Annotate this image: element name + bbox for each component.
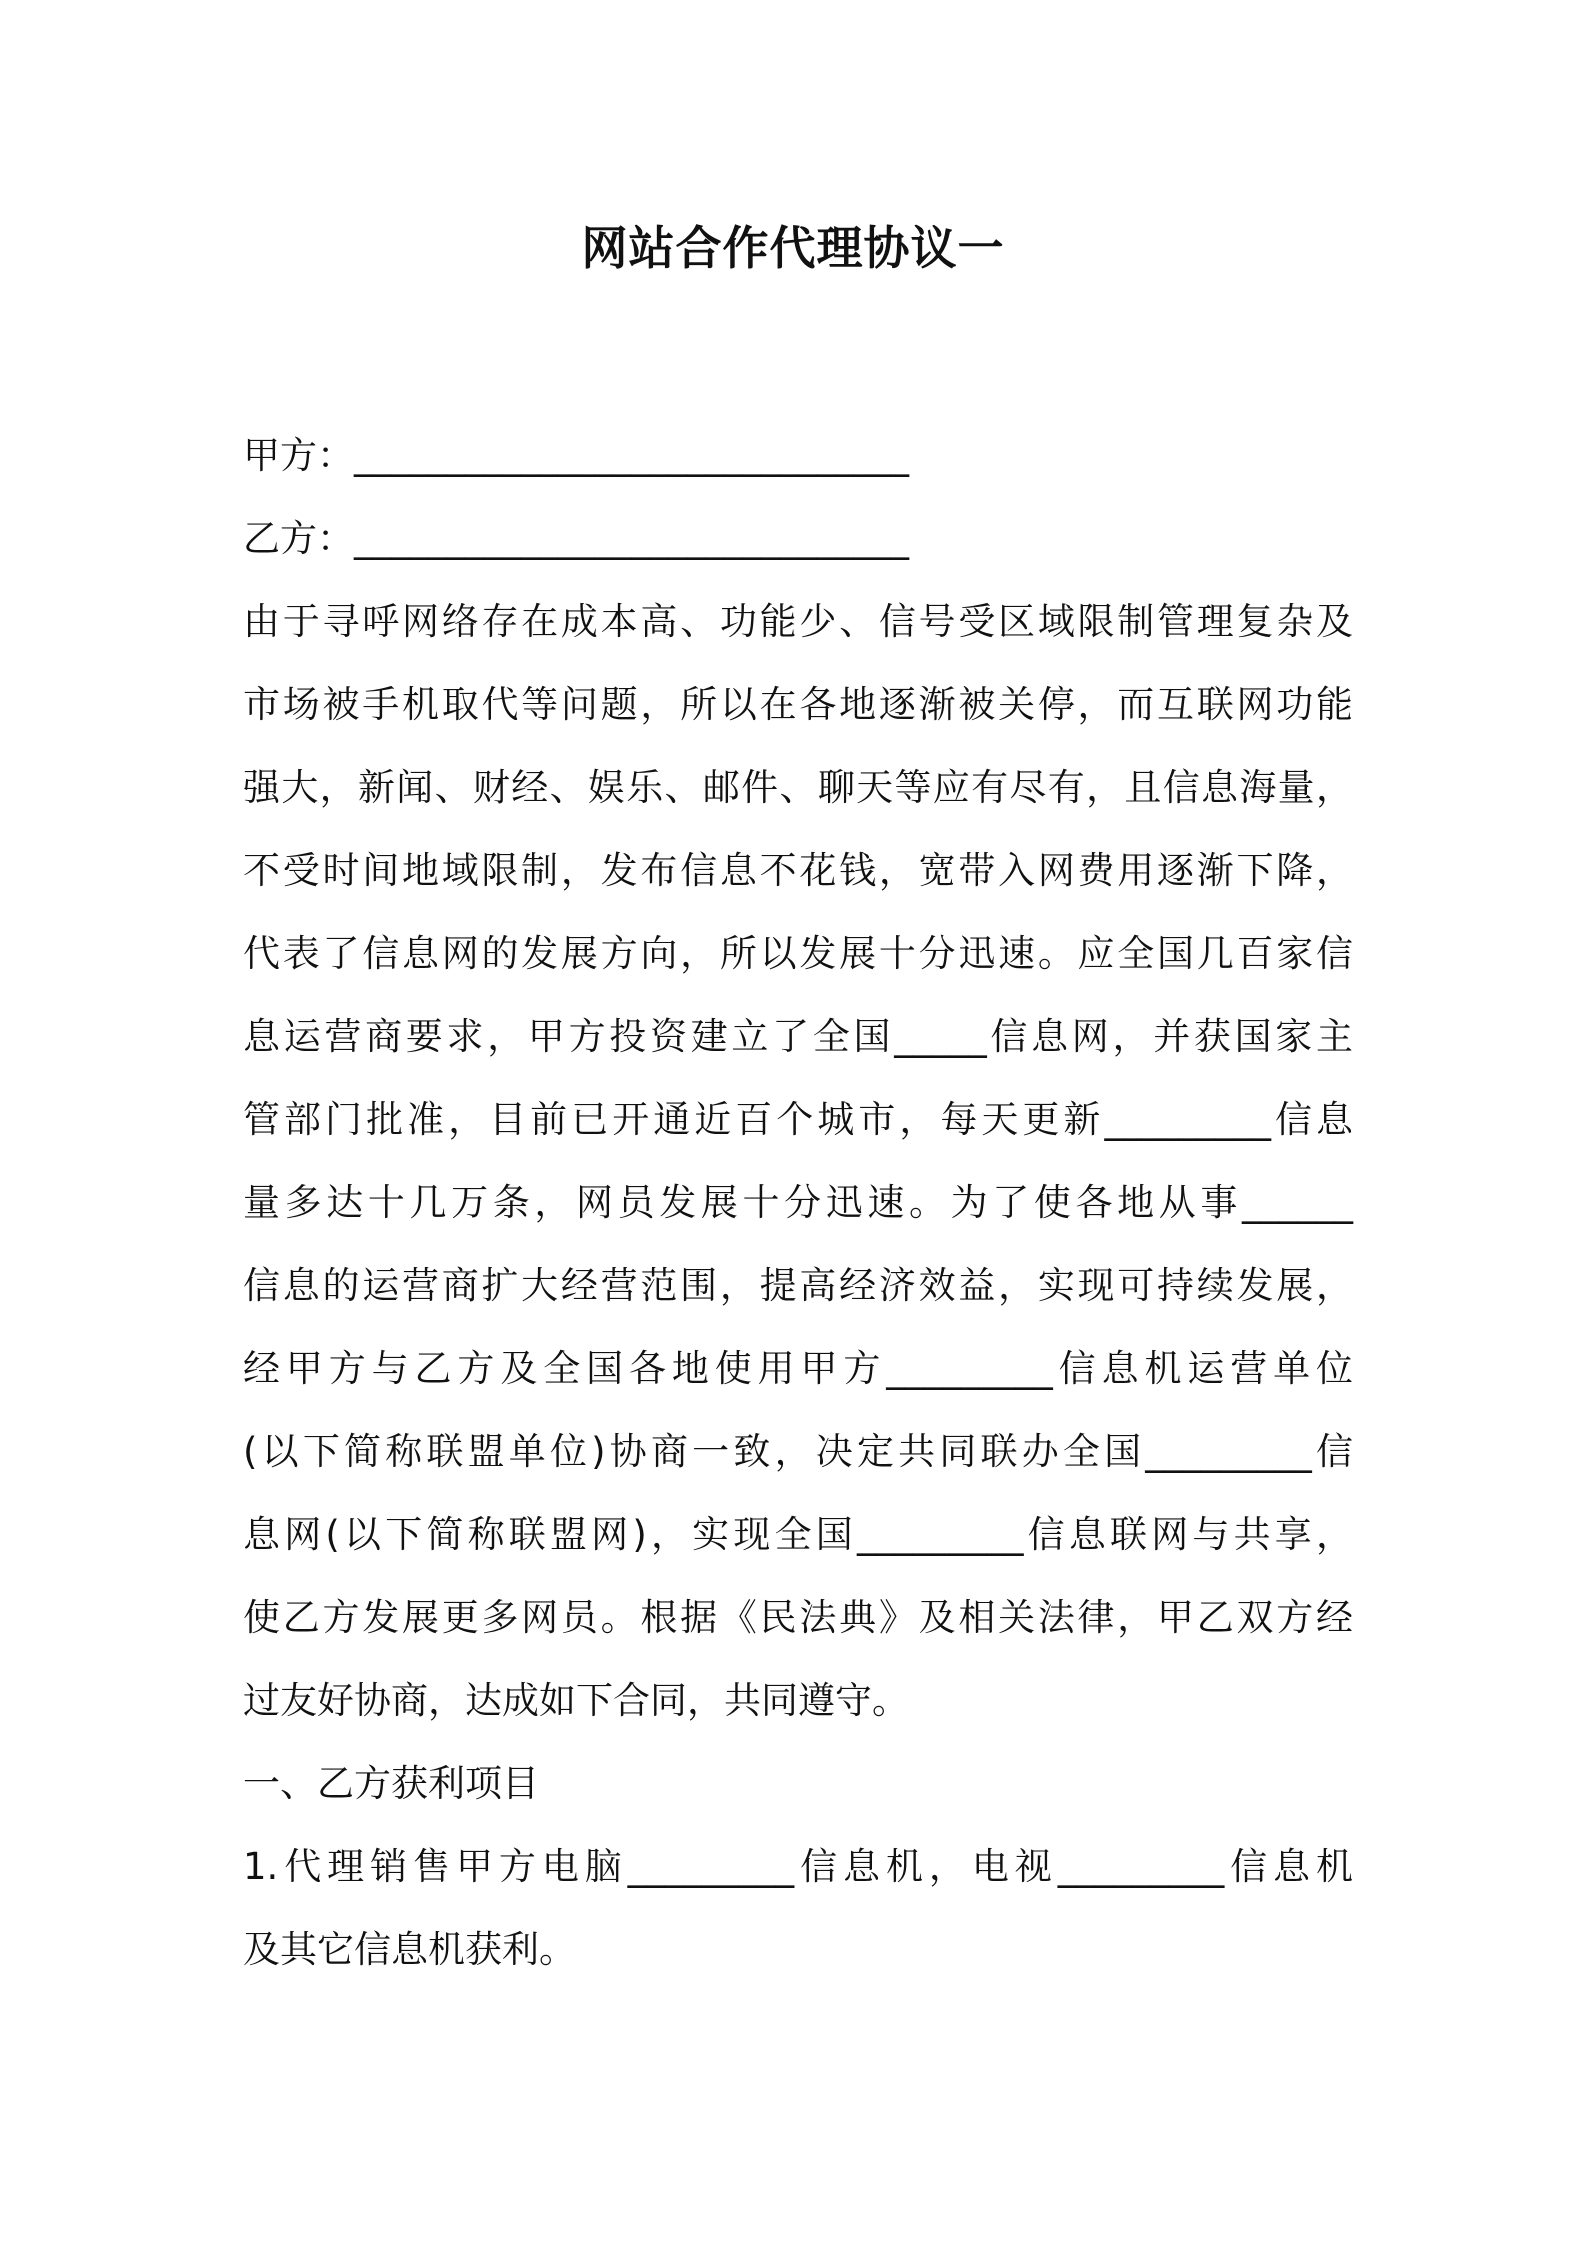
document-body bbox=[243, 414, 1353, 1991]
paragraph-line: 使乙方发展更多网员。根据《民法典》及相关法律，甲乙双方经 bbox=[243, 1596, 1353, 1639]
paragraph-line: 信息的运营商扩大经营范围，提高经济效益，实现可持续发展， bbox=[243, 1264, 1353, 1307]
paragraph-line: 不受时间地域限制，发布信息不花钱，宽带入网费用逐渐下降， bbox=[243, 849, 1353, 892]
paragraph-line: 量多达十几万条，网员发展十分迅速。为了使各地从事______ bbox=[243, 1181, 1353, 1224]
paragraph-line: 息网(以下简称联盟网)，实现全国_________信息联网与共享， bbox=[243, 1513, 1353, 1556]
paragraph-line: 息运营商要求，甲方投资建立了全国_____信息网，并获国家主 bbox=[243, 1015, 1353, 1058]
paragraph-line: 由于寻呼网络存在成本高、功能少、信号受区域限制管理复杂及 bbox=[243, 600, 1353, 643]
paragraph-line: 强大，新闻、财经、娱乐、邮件、聊天等应有尽有，且信息海量， bbox=[243, 766, 1353, 809]
section-item-line: 及其它信息机获利。 bbox=[243, 1928, 576, 1971]
section-item-line: 1.代理销售甲方电脑_________信息机，电视_________信息机 bbox=[243, 1845, 1353, 1888]
paragraph-line: 管部门批准，目前已开通近百个城市，每天更新_________信息 bbox=[243, 1098, 1353, 1141]
paragraph-line: (以下简称联盟单位)协商一致，决定共同联办全国_________信 bbox=[243, 1430, 1353, 1473]
party-a-line: 甲方：______________________________ bbox=[243, 434, 909, 477]
section-heading: 一、乙方获利项目 bbox=[243, 1762, 539, 1805]
paragraph-line: 代表了信息网的发展方向，所以发展十分迅速。应全国几百家信 bbox=[243, 932, 1353, 975]
paragraph-line: 经甲方与乙方及全国各地使用甲方_________信息机运营单位 bbox=[243, 1347, 1353, 1390]
paragraph-line: 市场被手机取代等问题，所以在各地逐渐被关停，而互联网功能 bbox=[243, 683, 1353, 726]
document-title: 网站合作代理协议一 bbox=[581, 221, 1005, 275]
paragraph-line: 过友好协商，达成如下合同，共同遵守。 bbox=[243, 1679, 909, 1722]
party-b-line: 乙方：______________________________ bbox=[243, 517, 909, 560]
